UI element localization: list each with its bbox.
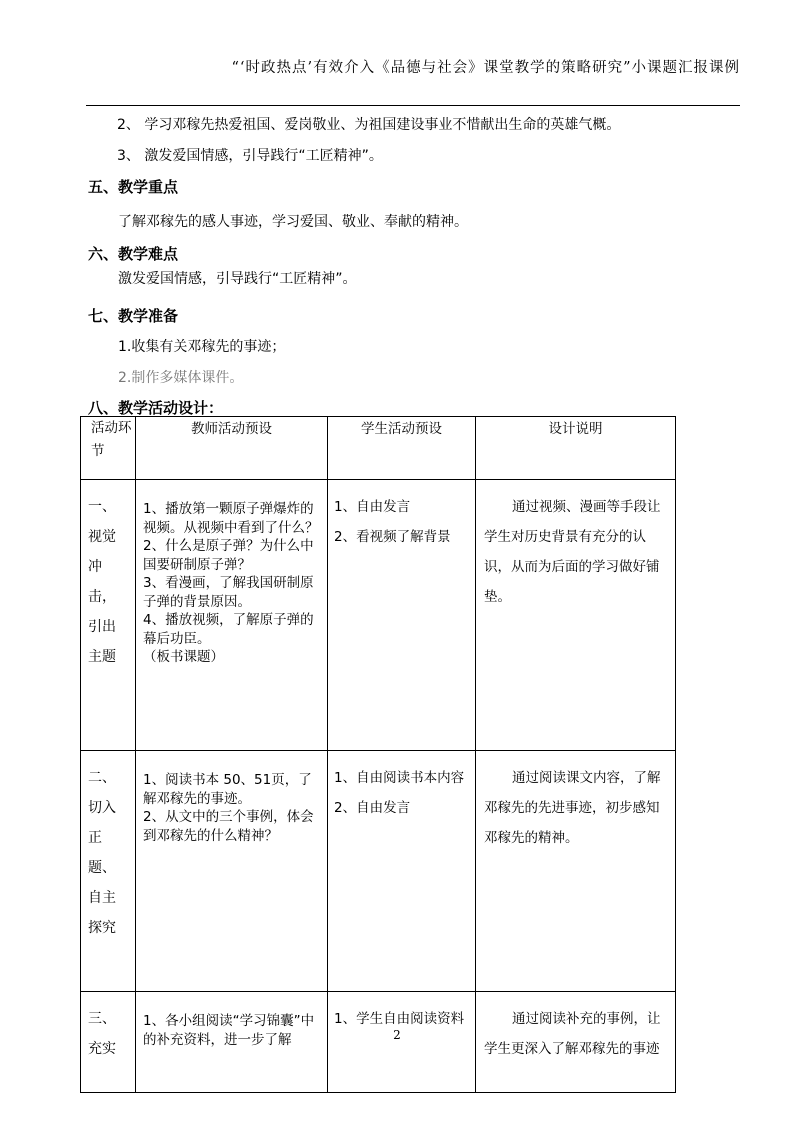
student-cell xyxy=(328,480,476,751)
stage-text: 引出 xyxy=(88,619,116,635)
stage-text: 冲 xyxy=(88,559,102,575)
student-item: 1、自由发言 xyxy=(334,499,411,515)
stage-text: 探究 xyxy=(88,920,116,936)
teacher-item: （板书课题） xyxy=(143,649,224,665)
header-student: 学生活动预设 xyxy=(328,417,476,480)
stage-text: 自主 xyxy=(88,890,116,906)
page-header: “‘时政热点’有效介入《品德与社会》课堂教学的策略研究”小课题汇报课例 xyxy=(231,60,740,76)
prep-item-2: 2.制作多媒体课件。 xyxy=(118,370,244,386)
activity-heading: 八、教学活动设计： xyxy=(88,399,224,417)
stage-text: 击， xyxy=(88,589,116,605)
prep-item-1: 1.收集有关邓稼先的事迹； xyxy=(118,339,286,355)
student-cell xyxy=(328,992,476,1093)
activity-table xyxy=(80,416,676,1093)
teacher-item: 1、播放第一颗原子弹爆炸的视频。从视频中看到了什么？ xyxy=(143,501,319,536)
focus-text: 了解邓稼先的感人事迹，学习爱国、敬业、奉献的精神。 xyxy=(118,214,468,230)
teacher-item: 3、看漫画，了解我国研制原子弹的背景原因。 xyxy=(143,575,314,610)
stage-text: 充实 xyxy=(88,1041,116,1057)
header-divider xyxy=(86,105,740,106)
teacher-item: 2、从文中的三个事例，体会到邓稼先的什么精神？ xyxy=(143,809,314,844)
student-item: 2、看视频了解背景 xyxy=(334,529,451,545)
stage-cell xyxy=(81,480,136,751)
stage-text: 切入 xyxy=(88,800,116,816)
table-header-row xyxy=(81,417,676,480)
student-item: 1、自由阅读书本内容 xyxy=(334,770,465,786)
table-row xyxy=(81,992,676,1093)
teacher-item: 1、各小组阅读“学习锦囊”中的补充资料，进一步了解 xyxy=(143,1013,315,1048)
student-item: 1、学生自由阅读资料 xyxy=(334,1011,465,1027)
difficulty-heading: 六、教学难点 xyxy=(88,245,179,263)
design-cell: 通过阅读补充的事例，让学生更深入了解邓稼先的事迹 xyxy=(476,992,676,1093)
stage-cell xyxy=(81,751,136,992)
focus-heading: 五、教学重点 xyxy=(88,178,179,196)
teacher-item: 4、播放视频，了解原子弹的幕后功臣。 xyxy=(143,612,314,647)
design-cell: 通过视频、漫画等手段让学生对历史背景有充分的认识，从而为后面的学习做好铺垫。 xyxy=(476,480,676,751)
table-row xyxy=(81,751,676,992)
header-teacher: 教师活动预设 xyxy=(136,417,328,480)
stage-number: 二、 xyxy=(88,770,116,786)
objective-2: 2、 学习邓稼先热爱祖国、爱岗敬业、为祖国建设事业不惜献出生命的英雄气概。 xyxy=(117,117,621,133)
table-row xyxy=(81,480,676,751)
stage-text: 主题 xyxy=(88,649,116,665)
teacher-cell xyxy=(136,751,328,992)
teacher-item: 1、阅读书本 50、51页，了解邓稼先的事迹。 xyxy=(143,772,312,807)
stage-number: 一、 xyxy=(88,499,116,515)
header-stage: 活动环节 xyxy=(81,417,136,480)
student-item: 2、自由发言 xyxy=(334,800,411,816)
stage-text: 题、 xyxy=(88,860,116,876)
teacher-item: 2、什么是原子弹？为什么中国要研制原子弹？ xyxy=(143,538,314,573)
difficulty-text: 激发爱国情感，引导践行“工匠精神”。 xyxy=(118,271,357,287)
stage-cell xyxy=(81,992,136,1093)
design-cell: 通过阅读课文内容，了解邓稼先的先进事迹，初步感知邓稼先的精神。 xyxy=(476,751,676,992)
header-design: 设计说明 xyxy=(476,417,676,480)
prep-heading: 七、教学准备 xyxy=(88,307,179,325)
stage-number: 三、 xyxy=(88,1011,116,1027)
page-number: 2 xyxy=(393,1028,401,1042)
stage-text: 视觉 xyxy=(88,529,116,545)
teacher-cell xyxy=(136,480,328,751)
objective-3: 3、 激发爱国情感，引导践行“工匠精神”。 xyxy=(117,148,383,164)
stage-text: 正 xyxy=(88,830,102,846)
teacher-cell xyxy=(136,992,328,1093)
student-cell xyxy=(328,751,476,992)
